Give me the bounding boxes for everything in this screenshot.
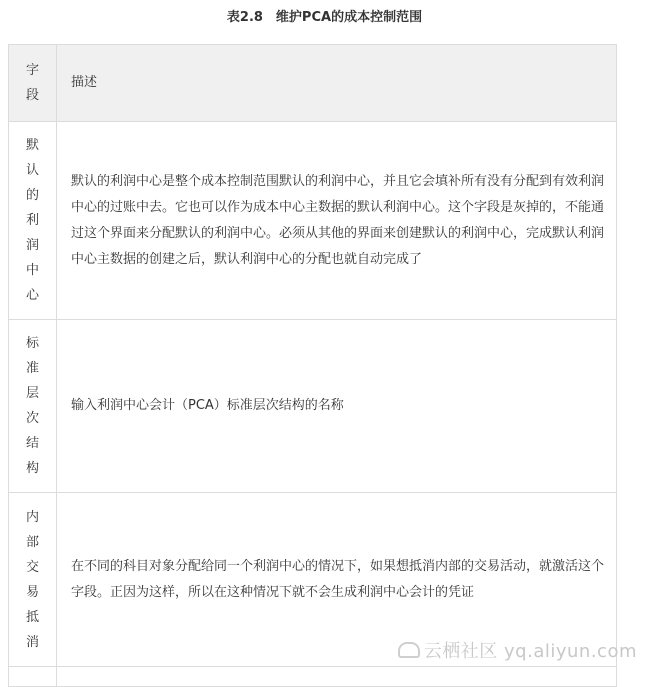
field-name-char: 结 — [25, 436, 39, 451]
field-name-char: 交 — [25, 559, 39, 575]
field-name-char: 默 — [25, 138, 39, 153]
field-cell — [9, 122, 57, 320]
table-row-partial — [9, 667, 617, 687]
pca-settings-table — [8, 44, 617, 687]
table-row — [9, 320, 617, 493]
field-name — [9, 331, 56, 481]
field-name-char: 的 — [25, 188, 39, 203]
field-name-char: 中 — [25, 263, 39, 278]
description-cell — [57, 667, 617, 687]
field-name-char: 利 — [25, 213, 39, 228]
field-name-char: 抵 — [25, 609, 39, 625]
description-cell: 默认的利润中心是整个成本控制范围默认的利润中心，并且它会填补所有没有分配到有效利润中心的过账中去。它也可以作为成本中心主数据的默认利润中心。这个字段是灰掉的，不能通过这个界面来分配默认的利润中心。必须从其他的界面来创建默认的利润中心，完成默认利润中心主数据的创建之后，默认利润中心的分配也就自动完成了 — [57, 122, 617, 320]
field-name-char: 构 — [25, 461, 39, 476]
watermark-text: 云栖社区 yq.aliyun.com — [423, 641, 637, 662]
table-caption: 表2.8 维护PCA的成本控制范围 — [226, 10, 423, 25]
table-row — [9, 122, 617, 320]
field-name-char: 层 — [25, 386, 39, 401]
header-description-cell: 描述 — [57, 45, 617, 122]
description-cell: 输入利润中心会计（PCA）标准层次结构的名称 — [57, 320, 617, 493]
description-cell: 在不同的科目对象分配给同一个利润中心的情况下，如果想抵消内部的交易活动，就激活这个字段。正因为这样，所以在这种情况下就不会生成利润中心会计的凭证 — [57, 493, 617, 667]
field-cell — [9, 667, 57, 687]
field-name-char: 易 — [25, 584, 39, 600]
field-name — [9, 505, 56, 655]
field-name-char: 认 — [25, 163, 39, 178]
field-cell — [9, 320, 57, 493]
field-name-char: 准 — [25, 361, 39, 376]
header-field-cell — [9, 45, 57, 122]
field-name-char: 段 — [25, 88, 39, 103]
field-name-char: 标 — [25, 336, 39, 351]
field-name-char: 润 — [25, 238, 39, 253]
field-cell — [9, 493, 57, 667]
field-name-char: 心 — [25, 288, 39, 303]
header-field-label — [9, 58, 56, 108]
field-name — [9, 133, 56, 308]
field-name-char: 内 — [25, 509, 39, 525]
table-header-row — [9, 45, 617, 122]
field-name-char: 部 — [25, 534, 39, 550]
aliyun-cloud-icon — [398, 642, 420, 658]
watermark — [398, 637, 637, 663]
field-name-char: 次 — [25, 411, 39, 426]
field-name-char: 消 — [25, 634, 39, 650]
field-name-char: 字 — [25, 63, 39, 78]
